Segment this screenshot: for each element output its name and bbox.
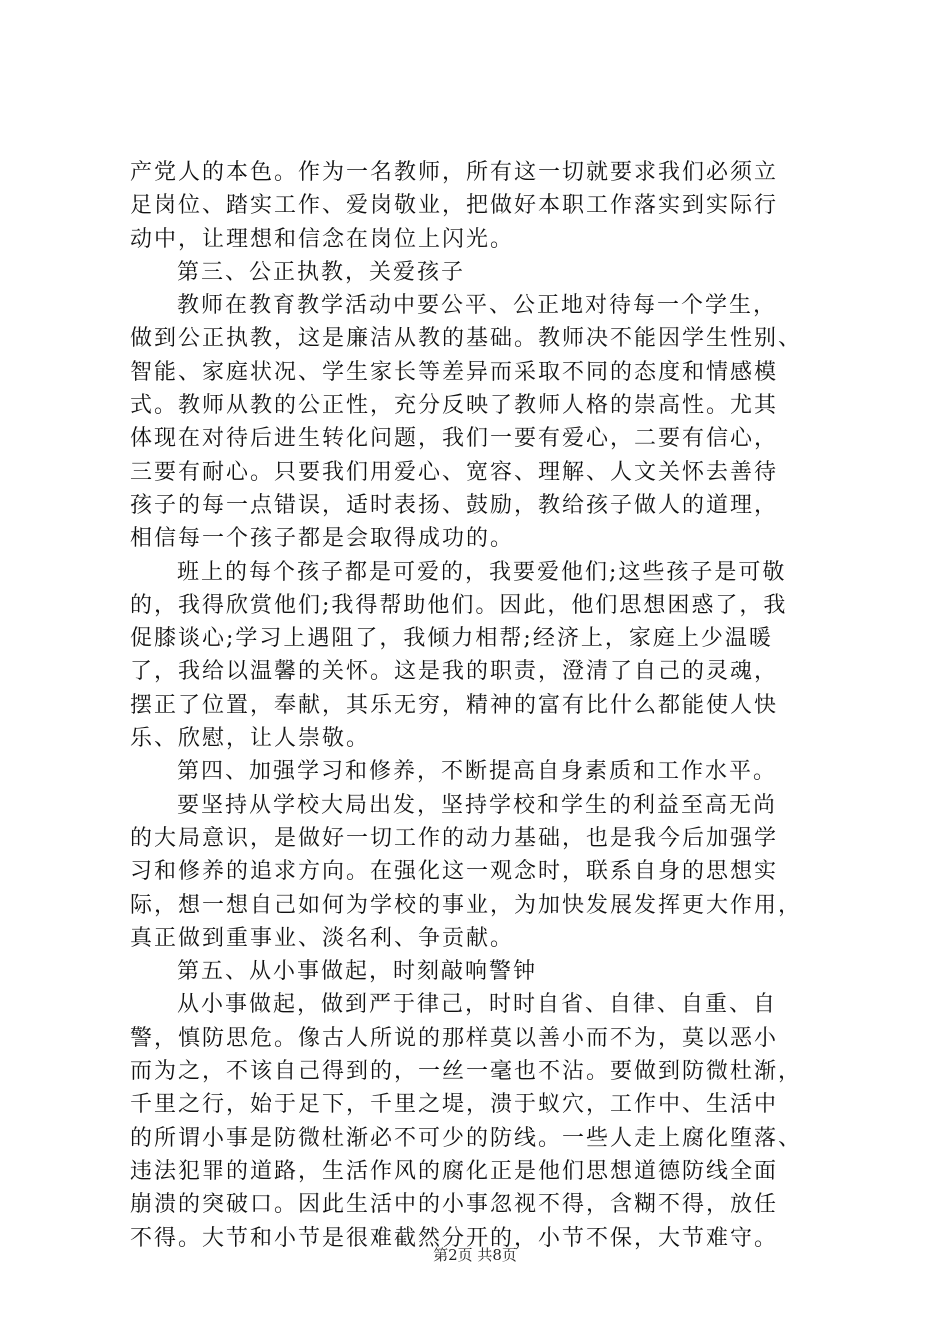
text-line: 体现在对待后进生转化问题，我们一要有爱心，二要有信心， [130, 426, 779, 452]
text-line: 违法犯罪的道路，生活作风的腐化正是他们思想道德防线全面 [130, 1158, 779, 1184]
text-line: 千里之行，始于足下，千里之堤，溃于蚁穴，工作中、生活中 [130, 1092, 779, 1118]
text-line: 做到公正执教，这是廉洁从教的基础。教师决不能因学生性别、 [130, 326, 803, 352]
text-line: 习和修养的追求方向。在强化这一观念时，联系自身的思想实 [130, 859, 779, 885]
text-line: 而为之，不该自己得到的，一丝一毫也不沾。要做到防微杜渐， [130, 1059, 803, 1085]
paragraph-start-line: 第五、从小事做起，时刻敲响警钟 [177, 959, 538, 985]
text-line: 的所谓小事是防微杜渐必不可少的防线。一些人走上腐化堕落、 [130, 1125, 803, 1151]
text-line: 促膝谈心;学习上遇阻了，我倾力相帮;经济上，家庭上少温暖 [130, 626, 773, 652]
paragraph-start-line: 班上的每个孩子都是可爱的，我要爱他们;这些孩子是可敬 [177, 559, 787, 585]
text-line: 了，我给以温馨的关怀。这是我的职责，澄清了自己的灵魂， [130, 659, 779, 685]
text-line: 不得。大节和小节是很难截然分开的，小节不保，大节难守。 [130, 1225, 779, 1251]
text-line: 崩溃的突破口。因此生活中的小事忽视不得，含糊不得，放任 [130, 1192, 779, 1218]
text-line: 足岗位、踏实工作、爱岗敬业，把做好本职工作落实到实际行 [130, 193, 779, 219]
text-line: 乐、欣慰，让人崇敬。 [130, 726, 371, 752]
paragraph-start-line: 教师在教育教学活动中要公平、公正地对待每一个学生， [177, 293, 778, 319]
text-line: 三要有耐心。只要我们用爱心、宽容、理解、人文关怀去善待 [130, 459, 779, 485]
text-line: 相信每一个孩子都是会取得成功的。 [130, 526, 515, 552]
paragraph-start-line: 从小事做起，做到严于律己，时时自省、自律、自重、自 [177, 992, 778, 1018]
text-line: 智能、家庭状况、学生家长等差异而采取不同的态度和情感模 [130, 359, 779, 385]
text-line: 的大局意识，是做好一切工作的动力基础，也是我今后加强学 [130, 825, 779, 851]
text-line: 摆正了位置，奉献，其乐无穷，精神的富有比什么都能使人快 [130, 692, 779, 718]
text-line: 产党人的本色。作为一名教师，所有这一切就要求我们必须立 [130, 160, 779, 185]
document-body [130, 156, 830, 1255]
text-line: 真正做到重事业、淡名利、争贡献。 [130, 925, 515, 951]
paragraph-start-line: 第四、加强学习和修养，不断提高自身素质和工作水平。 [177, 759, 778, 785]
paragraph-start-line: 第三、公正执教，关爱孩子 [177, 259, 466, 285]
page-footer: 第2页 共8页 [433, 1246, 517, 1264]
paragraph-start-line: 要坚持从学校大局出发，坚持学校和学生的利益至高无尚 [177, 792, 778, 818]
text-line: 式。教师从教的公正性，充分反映了教师人格的崇高性。尤其 [130, 393, 779, 419]
text-line: 动中，让理想和信念在岗位上闪光。 [130, 226, 515, 252]
text-line: 的，我得欣赏他们;我得帮助他们。因此，他们思想困惑了，我 [130, 592, 788, 618]
text-line: 警，慎防思危。像古人所说的那样莫以善小而不为，莫以恶小 [130, 1025, 779, 1051]
text-line: 际，想一想自己如何为学校的事业，为加快发展发挥更大作用， [130, 892, 803, 918]
text-line: 孩子的每一点错误，适时表扬、鼓励，教给孩子做人的道理， [130, 492, 779, 518]
